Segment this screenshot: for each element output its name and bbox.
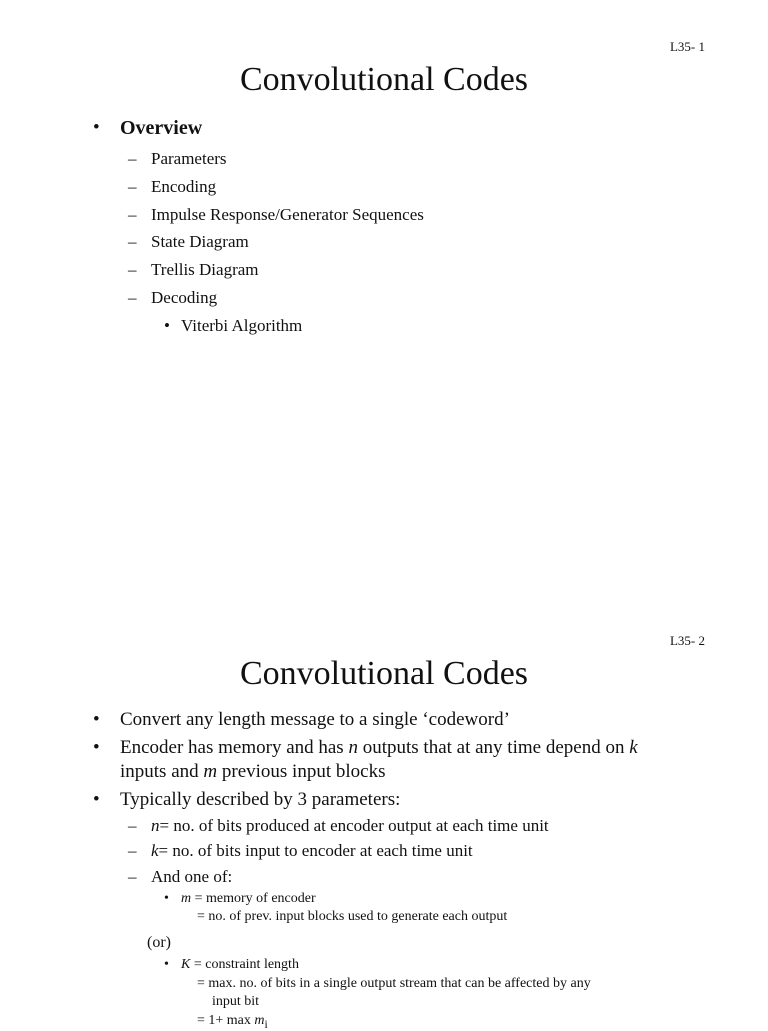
outline-item: State Diagram [151, 232, 249, 251]
m-definition: m = memory of encoder [181, 891, 316, 906]
dash-icon: – [128, 841, 137, 860]
dash-icon: – [128, 177, 137, 196]
dash-icon: – [128, 232, 137, 251]
dash-icon: – [128, 816, 137, 835]
dash-icon: – [128, 205, 137, 224]
slide-title: Convolutional Codes [239, 655, 529, 692]
bullet-icon: • [93, 709, 100, 730]
bullet-icon: • [93, 789, 100, 810]
slide-number: L35- 2 [669, 633, 705, 648]
param-one-of: And one of: [151, 867, 233, 886]
overview-heading: Overview [120, 117, 203, 139]
outline-subitem: Viterbi Algorithm [181, 316, 303, 335]
param-n: n= no. of bits produced at encoder output at each time unit [151, 816, 549, 835]
K-definition-formula: = $1+ \max m_i$ [197, 1013, 268, 1031]
m-definition-continued: = no. of prev. input blocks used to generate each output [197, 909, 508, 924]
slide-title: Convolutional Codes [239, 61, 529, 98]
dash-icon: – [128, 260, 137, 279]
outline-item: Decoding [151, 288, 218, 307]
outline-item: Trellis Diagram [151, 260, 259, 279]
slide-2 [0, 600, 768, 1031]
bullet-icon: • [164, 316, 170, 335]
dash-icon: – [128, 149, 137, 168]
bullet-icon: • [93, 737, 100, 758]
slide-number: L35- 1 [669, 39, 705, 54]
K-definition: K = constraint length [181, 957, 299, 972]
or-label: (or) [147, 934, 171, 951]
K-definition-continued: input bit [212, 994, 260, 1009]
bullet-icon: • [93, 117, 100, 138]
bullet-icon: • [164, 891, 169, 906]
bullet-icon: • [164, 957, 169, 972]
bullet-text: Encoder has memory and has n outputs that at any time depend on k [120, 737, 638, 758]
outline-item: Impulse Response/Generator Sequences [151, 205, 424, 224]
outline-item: Encoding [151, 177, 217, 196]
outline-item: Parameters [151, 149, 227, 168]
dash-icon: – [128, 867, 137, 886]
bullet-text: Convert any length message to a single ‘codeword’ [120, 709, 510, 730]
dash-icon: – [128, 288, 137, 307]
K-definition-continued: = max. no. of bits in a single output stream that can be affected by any [197, 976, 591, 991]
bullet-text-continued: inputs and m previous input blocks [120, 761, 386, 782]
bullet-text: Typically described by 3 parameters: [120, 789, 401, 810]
param-k: k= no. of bits input to encoder at each time unit [151, 841, 473, 860]
